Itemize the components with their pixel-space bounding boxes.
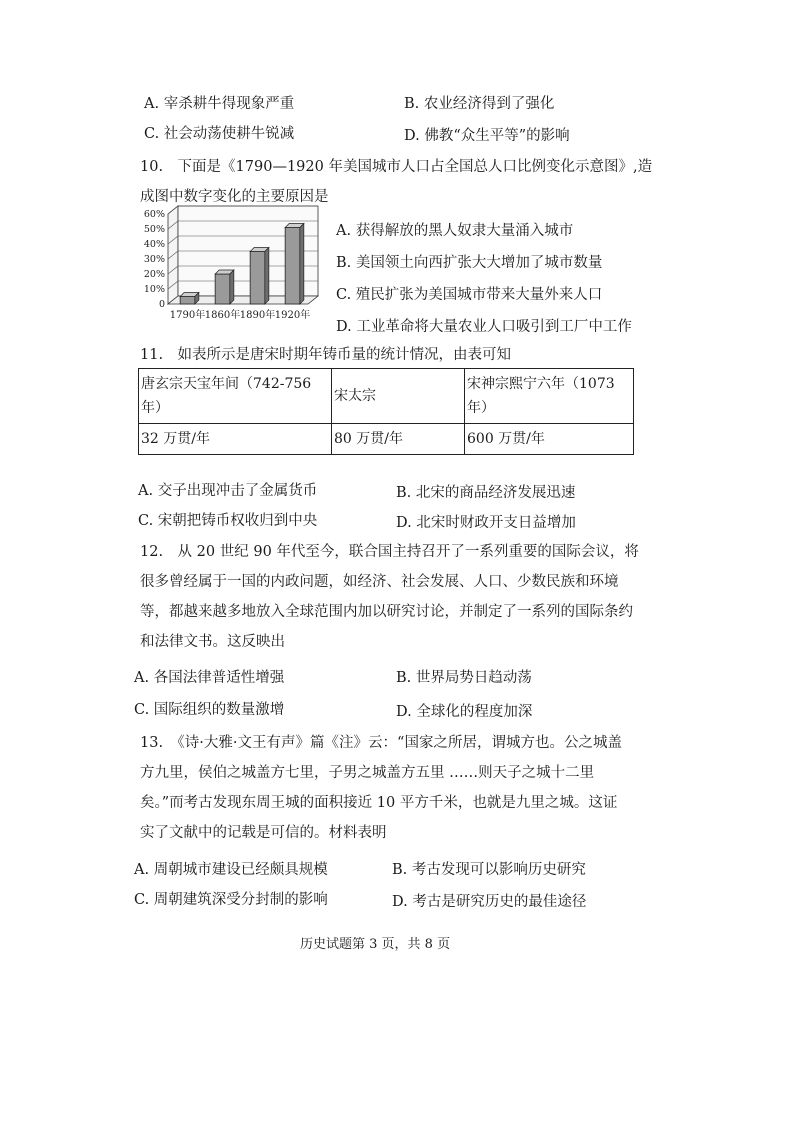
q11-stem: 11. 如表所示是唐宋时期年铸币量的统计情况，由表可知 xyxy=(140,347,512,363)
q10-option-c: C. 殖民扩张为美国城市带来大量外来人口 xyxy=(336,287,603,303)
table-cell: 32 万贯/年 xyxy=(139,424,332,455)
q13-option-d: D. 考古是研究历史的最佳途径 xyxy=(392,894,587,910)
q13-stem-line1: 13. 《诗·大雅·文王有声》篇《注》云：“国家之所居，谓城方也。公之城盖 xyxy=(140,735,622,751)
bar-side xyxy=(230,270,234,304)
table-row xyxy=(139,369,634,424)
q11-option-a: A. 交子出现冲击了金属货币 xyxy=(138,483,318,499)
coinage-table xyxy=(138,368,634,455)
urban-population-bar-chart xyxy=(140,200,330,330)
q13-stem-line2: 方九里，侯伯之城盖方七里，子男之城盖方五里 ……则天子之城十二里 xyxy=(140,765,595,781)
x-tick-label: 1790年 xyxy=(169,310,206,321)
bar xyxy=(285,228,300,305)
table-row xyxy=(139,424,634,455)
y-tick-label: 60% xyxy=(143,209,165,220)
bar-side xyxy=(300,224,304,305)
bar-side xyxy=(265,248,269,305)
q11-option-d: D. 北宋时财政开支日益增加 xyxy=(396,515,576,531)
q12-stem-line4: 和法律文书。这反映出 xyxy=(140,634,285,650)
q11-option-b: B. 北宋的商品经济发展迅速 xyxy=(396,485,576,501)
table-header-cell: 宋神宗熙宁六年（1073 年） xyxy=(465,369,634,424)
y-tick-label: 20% xyxy=(143,269,165,280)
table-header-cell: 唐玄宗天宝年间（742-756 年） xyxy=(139,369,332,424)
q13-option-c: C. 周朝建筑深受分封制的影响 xyxy=(134,892,328,908)
q10-option-d: D. 工业革命将大量农业人口吸引到工厂中工作 xyxy=(336,319,632,335)
y-tick-label: 10% xyxy=(143,284,165,295)
q13-option-b: B. 考古发现可以影响历史研究 xyxy=(392,862,586,878)
q9-option-c: C. 社会动荡使耕牛锐减 xyxy=(144,126,295,142)
bar xyxy=(250,252,265,305)
bar xyxy=(215,274,230,304)
q12-stem-line1: 12. 从 20 世纪 90 年代至今，联合国主持召开了一系列重要的国际会议，将 xyxy=(140,544,639,560)
q10-stem-line1: 10. 下面是《1790—1920 年美国城市人口占全国总人口比例变化示意图》,造 xyxy=(140,159,653,175)
q10-option-a: A. 获得解放的黑人奴隶大量涌入城市 xyxy=(336,223,574,239)
q10-stem-line2: 成图中数字变化的主要原因是 xyxy=(140,189,329,205)
q9-option-d: D. 佛教“众生平等”的影响 xyxy=(404,128,570,144)
bar xyxy=(180,297,195,305)
y-tick-label: 40% xyxy=(143,239,165,250)
q11-option-c: C. 宋朝把铸币权收归到中央 xyxy=(138,513,318,529)
q9-option-a: A. 宰杀耕牛得现象严重 xyxy=(144,96,295,112)
page-footer: 历史试题第 3 页，共 8 页 xyxy=(300,937,451,952)
table-cell: 80 万贯/年 xyxy=(332,424,465,455)
x-tick-label: 1890年 xyxy=(239,310,276,321)
table-cell: 600 万贯/年 xyxy=(465,424,634,455)
y-tick-label: 0 xyxy=(158,299,165,310)
x-tick-label: 1860年 xyxy=(204,310,241,321)
q10-option-b: B. 美国领土向西扩张大大增加了城市数量 xyxy=(336,255,603,271)
q12-option-c: C. 国际组织的数量激增 xyxy=(134,702,285,718)
q12-stem-line3: 等，都越来越多地放入全球范围内加以研究讨论，并制定了一系列的国际条约 xyxy=(140,604,633,620)
x-tick-label: 1920年 xyxy=(274,310,311,321)
q13-stem-line4: 实了文献中的记载是可信的。材料表明 xyxy=(140,825,387,841)
q12-option-d: D. 全球化的程度加深 xyxy=(396,704,533,720)
q9-option-b: B. 农业经济得到了强化 xyxy=(404,96,555,112)
y-tick-label: 50% xyxy=(143,224,165,235)
y-tick-label: 30% xyxy=(143,254,165,265)
q13-option-a: A. 周朝城市建设已经颇具规模 xyxy=(134,862,328,878)
table-header-cell: 宋太宗 xyxy=(332,369,465,424)
q12-stem-line2: 很多曾经属于一国的内政问题，如经济、社会发展、人口、少数民族和环境 xyxy=(140,574,619,590)
q12-option-a: A. 各国法律普适性增强 xyxy=(134,670,285,686)
q13-stem-line3: 矣。”而考古发现东周王城的面积接近 10 平方千米，也就是九里之城。这证 xyxy=(140,795,618,811)
q12-option-b: B. 世界局势日趋动荡 xyxy=(396,670,532,686)
